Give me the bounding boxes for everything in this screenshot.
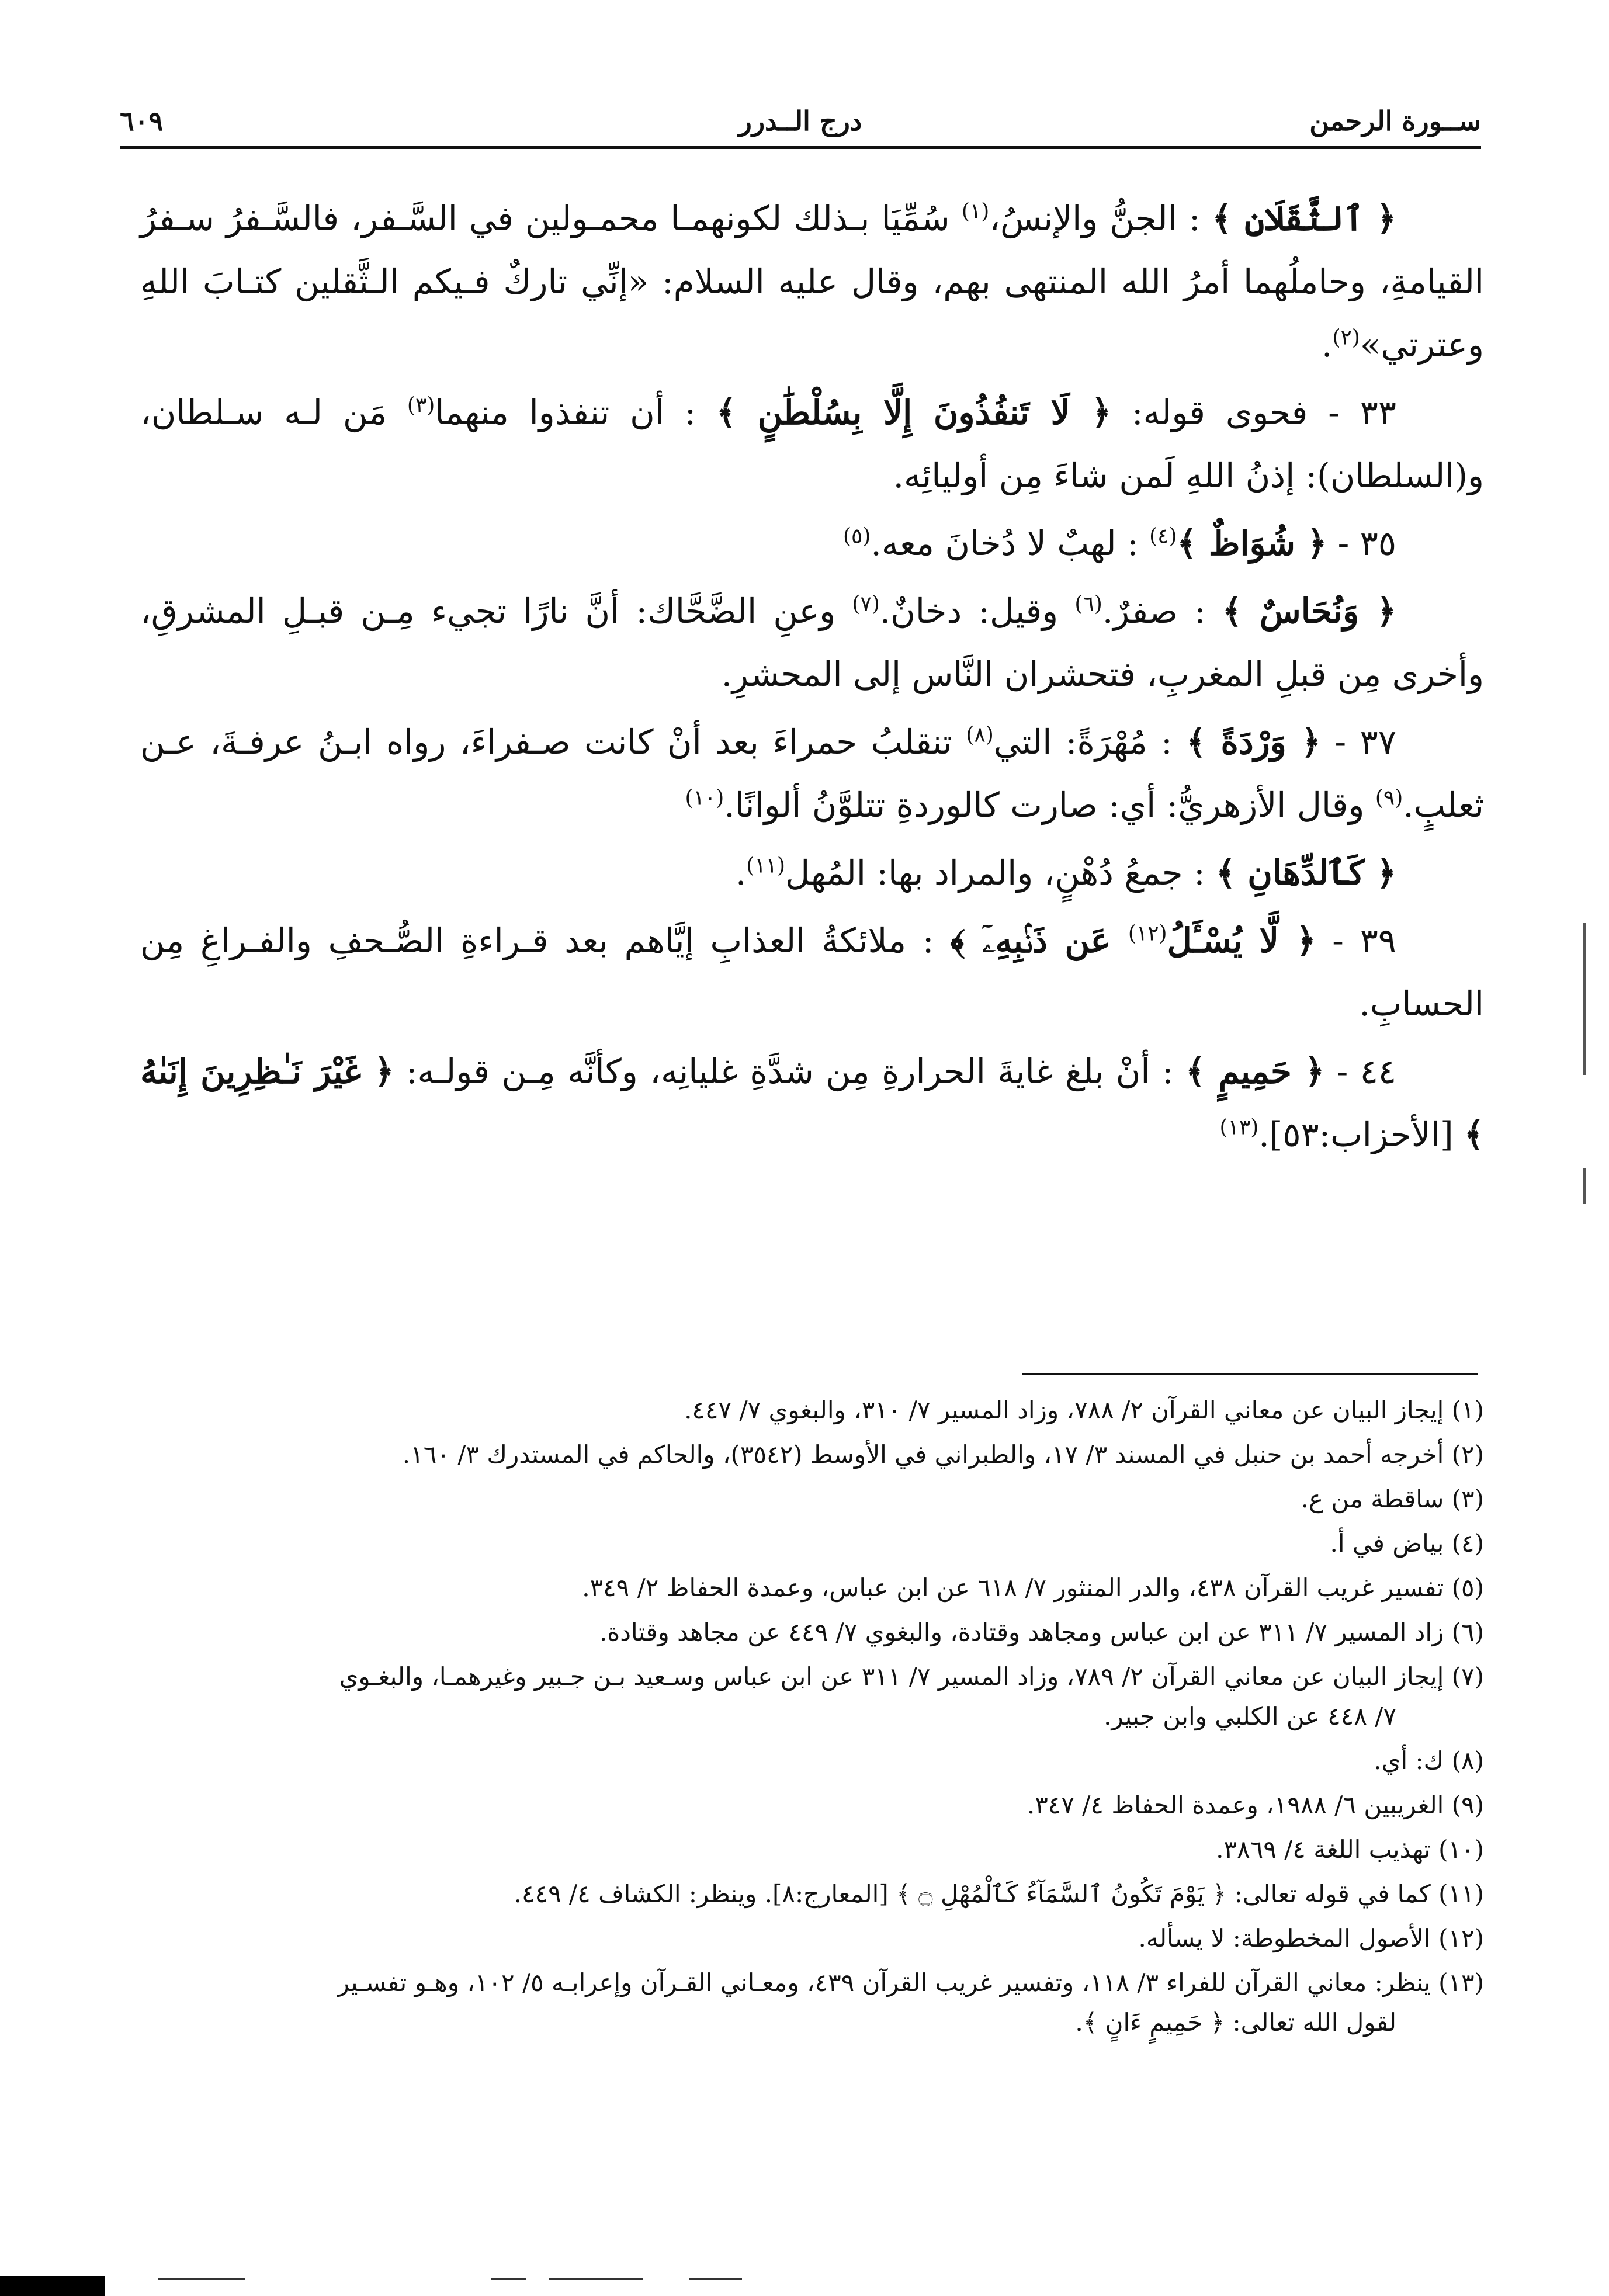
paragraph-text: سُمِّيَا بـذلك لكونهمـا محمـولين في السَّـفر، فالسَّـفرُ سـفرُ القيامةِ، وحاملُهما أمرُ الله المنتهى بهم، وقال عليه السلام: «إنِّي تاركٌ فـيكم الـثَّقلين كتـابَ اللهِ وعترتي» (140, 199, 1484, 365)
scan-line-mark (549, 2278, 643, 2280)
page-number: ٦٠٩ (120, 105, 164, 137)
surah-title: ســورة الرحمن (1309, 105, 1481, 137)
footnote-item (140, 1435, 1484, 1475)
paragraph-text: : ملائكةُ العذابِ إيَّاهم بعد قـراءةِ الصُّـحفِ والفـراغِ مِن الحسابِ. (140, 921, 1484, 1024)
footnote-ref: (١) (961, 199, 990, 224)
footnote-item (140, 1390, 1484, 1430)
footnote-text: بياض في أ. (1330, 1529, 1444, 1558)
footnote-ref: (٨) (966, 723, 994, 747)
footnote-number: (٤) (1451, 1529, 1484, 1558)
footnote-text: الغريبين ٦/ ١٩٨٨، وعمدة الحفاظ ٤/ ٣٤٧. (1027, 1791, 1444, 1819)
footnote-text: تفسير غريب القرآن ٤٣٨، والدر المنثور ٧/ ٦١٨ عن ابن عباس، وعمدة الحفاظ ٢/ ٣٤٩. (582, 1573, 1444, 1602)
quran-term: ﴿ لَا تَنفُذُونَ إِلَّا بِسُلْطَٰنٍ ﴾ (716, 393, 1112, 432)
footnote-continuation: لقول الله تعالى: ﴿ حَمِيمٍ ءَانٍ ﴾. (1075, 2008, 1396, 2037)
quran-term: ﴿ وَرْدَةً ﴾ (1186, 722, 1322, 762)
main-text (140, 187, 1484, 1171)
paragraph-p5 (140, 710, 1484, 837)
paragraph-text: . (1322, 325, 1333, 365)
footnote-ref: (١١) (746, 854, 786, 878)
paragraph-text: وعنِ الضَّحَّاك: أنَّ نارًا تجيء مِـن قبـلِ المشرقِ، وأخرى مِن قبلِ المغربِ، فتحشران النَّاس إلى المحشرِ. (140, 591, 1484, 694)
quran-term: ﴿ حَمِيمٍ ﴾ (1185, 1052, 1325, 1091)
paragraph-text: : جمعُ دُهْنٍ، والمراد بها: المُهل (785, 853, 1216, 893)
paragraph-text: ٣٥ - (1327, 523, 1396, 563)
paragraph-text: ٣٩ - (1316, 921, 1396, 960)
quran-term: ﴿ لَّا يُسْـَٔلُ (1167, 921, 1316, 960)
footnote-number: (١٢) (1438, 1924, 1484, 1952)
footnote-ref: (٣) (407, 393, 435, 418)
footnote-ref: (٦) (1074, 592, 1102, 616)
footnote-item (140, 1741, 1484, 1781)
paragraph-text: مَن لـه سـلطان، و(السلطان): إذنُ اللهِ لَمن شاءَ مِن أوليائِه. (140, 393, 1484, 495)
paragraph-text: : الجنُّ والإنسُ، (989, 199, 1212, 238)
footnote-text: زاد المسير ٧/ ٣١١ عن ابن عباس ومجاهد وقتادة، والبغوي ٧/ ٤٤٩ عن مجاهد وقتادة. (599, 1618, 1444, 1646)
paragraph-text: ٣٣ - فحوى قوله: (1111, 393, 1397, 432)
scan-margin-mark (1583, 1168, 1586, 1204)
footnote-text: ك: أي. (1374, 1746, 1444, 1775)
paragraph-text: وقيل: دخانٌ. (879, 591, 1075, 631)
quran-term: ﴿ غَيْرَ نَـٰظِرِينَ إِنَىٰهُ ﴾ (140, 1052, 1484, 1154)
footnote-ref: (١٠) (685, 786, 724, 810)
footnote-text: إيجاز البيان عن معاني القرآن ٢/ ٧٨٨، وزاد المسير ٧/ ٣١٠، والبغوي ٧/ ٤٤٧. (684, 1396, 1444, 1424)
footnote-item (140, 1568, 1484, 1608)
footnote-number: (٣) (1451, 1485, 1484, 1513)
quran-term: ﴿ كَٱلدِّهَانِ ﴾ (1216, 853, 1396, 893)
scan-edge-mark (0, 2276, 105, 2296)
paragraph-text: ٤٤ - (1324, 1052, 1396, 1091)
footnote-item (140, 1612, 1484, 1652)
scan-line-mark (689, 2278, 742, 2280)
footnote-item (140, 1524, 1484, 1563)
footnote-text: تهذيب اللغة ٤/ ٣٨٦٩. (1216, 1835, 1431, 1864)
footnote-ref: (١٢) (1128, 921, 1167, 946)
scan-line-mark (158, 2278, 245, 2280)
paragraph-text: : لهبٌ لا دُخانَ معه. (871, 523, 1150, 563)
footnote-item (140, 1830, 1484, 1870)
footnote-text: الأصول المخطوطة: لا يسأله. (1138, 1924, 1431, 1952)
paragraph-text: . (735, 853, 747, 893)
quran-term: ﴿ ٱلثَّقَلَانِ ﴾ (1212, 199, 1396, 238)
quran-term: عَن ذَنۢبِهِۦٓ ﴾ (950, 921, 1128, 960)
footnote-ref: (٤) (1149, 524, 1177, 549)
footnote-item (140, 1874, 1484, 1914)
paragraph-p3 (140, 512, 1484, 575)
paragraph-p6 (140, 841, 1484, 904)
paragraph-text: [الأحزاب:٥٣]. (1258, 1115, 1465, 1154)
paragraph-text: : صفرٌ. (1102, 591, 1222, 631)
footnote-number: (١١) (1438, 1879, 1484, 1908)
footnote-ref: (١٣) (1219, 1115, 1259, 1140)
footnote-number: (١) (1451, 1396, 1484, 1424)
footnote-item (140, 1919, 1484, 1958)
footnote-ref: (٢) (1332, 325, 1360, 350)
footnote-number: (٧) (1451, 1662, 1484, 1691)
footnote-number: (٥) (1451, 1573, 1484, 1602)
paragraph-text: وقال الأزهريُّ: أي: صارت كالوردةِ تتلوَّنُ ألوانًا. (724, 785, 1375, 825)
paragraph-p4 (140, 580, 1484, 706)
paragraph-text: : مُهْرَةً: التي (993, 722, 1187, 762)
footnote-ref: (٧) (852, 592, 880, 616)
footnote-number: (١٣) (1438, 1968, 1484, 1997)
footnote-ref: (٩) (1375, 786, 1403, 810)
footnote-text: إيجاز البيان عن معاني القرآن ٢/ ٧٨٩، وزاد المسير ٧/ ٣١١ عن ابن عباس وسـعيد بـن جـبير وغيرهمـا، والبغـوي (339, 1662, 1444, 1691)
scan-margin-mark (1583, 923, 1586, 1075)
footnote-text: كما في قوله تعالى: ﴿ يَوْمَ تَكُونُ ٱلسَّمَآءُ كَٱلْمُهْلِ ۝ ﴾ [المعارج:٨]. وينظر: الكشاف ٤/ ٤٤٩. (514, 1879, 1431, 1908)
paragraph-text: ٣٧ - (1321, 722, 1396, 762)
paragraph-p2 (140, 381, 1484, 507)
footnote-item (140, 1479, 1484, 1519)
footnotes-section (140, 1390, 1484, 2047)
footnote-number: (٦) (1451, 1618, 1484, 1646)
footnote-text: ينظر: معاني القرآن للفراء ٣/ ١١٨، وتفسير غريب القرآن ٤٣٩، ومعـاني القـرآن وإعرابـه ٥/ ١٠٢، وهـو تفسـير (337, 1968, 1431, 1997)
quran-term: ﴿ وَنُحَاسٌ ﴾ (1222, 591, 1396, 631)
footnote-number: (٢) (1451, 1440, 1484, 1469)
footnote-number: (٨) (1451, 1746, 1484, 1775)
footnote-item (140, 1963, 1484, 2042)
footnote-continuation: ٧/ ٤٤٨ عن الكلبي وابن جبير. (1104, 1702, 1396, 1730)
page-header (120, 105, 1481, 149)
footnote-number: (١٠) (1438, 1835, 1484, 1864)
footnote-separator (1022, 1373, 1478, 1375)
footnote-item (140, 1657, 1484, 1736)
quran-term: ﴿ شُوَاظٌ ﴾ (1177, 523, 1327, 563)
paragraph-p1 (140, 187, 1484, 376)
footnote-text: أخرجه أحمد بن حنبل في المسند ٣/ ١٧، والطبراني في الأوسط (٣٥٤٢)، والحاكم في المستدرك ٣/ ١٦٠. (402, 1440, 1444, 1469)
paragraph-p8 (140, 1040, 1484, 1166)
paragraph-text: : أنْ بلغ غايةَ الحرارةِ مِن شدَّةِ غليانِه، وكأنَّه مِـن قولـه: (394, 1052, 1186, 1091)
footnote-ref: (٥) (842, 524, 871, 549)
paragraph-text: تنقلبُ حمراءَ بعد أنْ كانت صـفراءَ، رواه ابـنُ عرفـةَ، عـن ثعلبٍ. (140, 722, 1484, 825)
footnote-text: ساقطة من ع. (1301, 1485, 1444, 1513)
paragraph-text: : أن تنفذوا منهما (435, 393, 717, 432)
footnote-item (140, 1785, 1484, 1825)
scan-line-mark (491, 2278, 526, 2280)
book-title: درج الــدرر (738, 105, 862, 137)
footnote-number: (٩) (1451, 1791, 1484, 1819)
paragraph-p7 (140, 909, 1484, 1035)
